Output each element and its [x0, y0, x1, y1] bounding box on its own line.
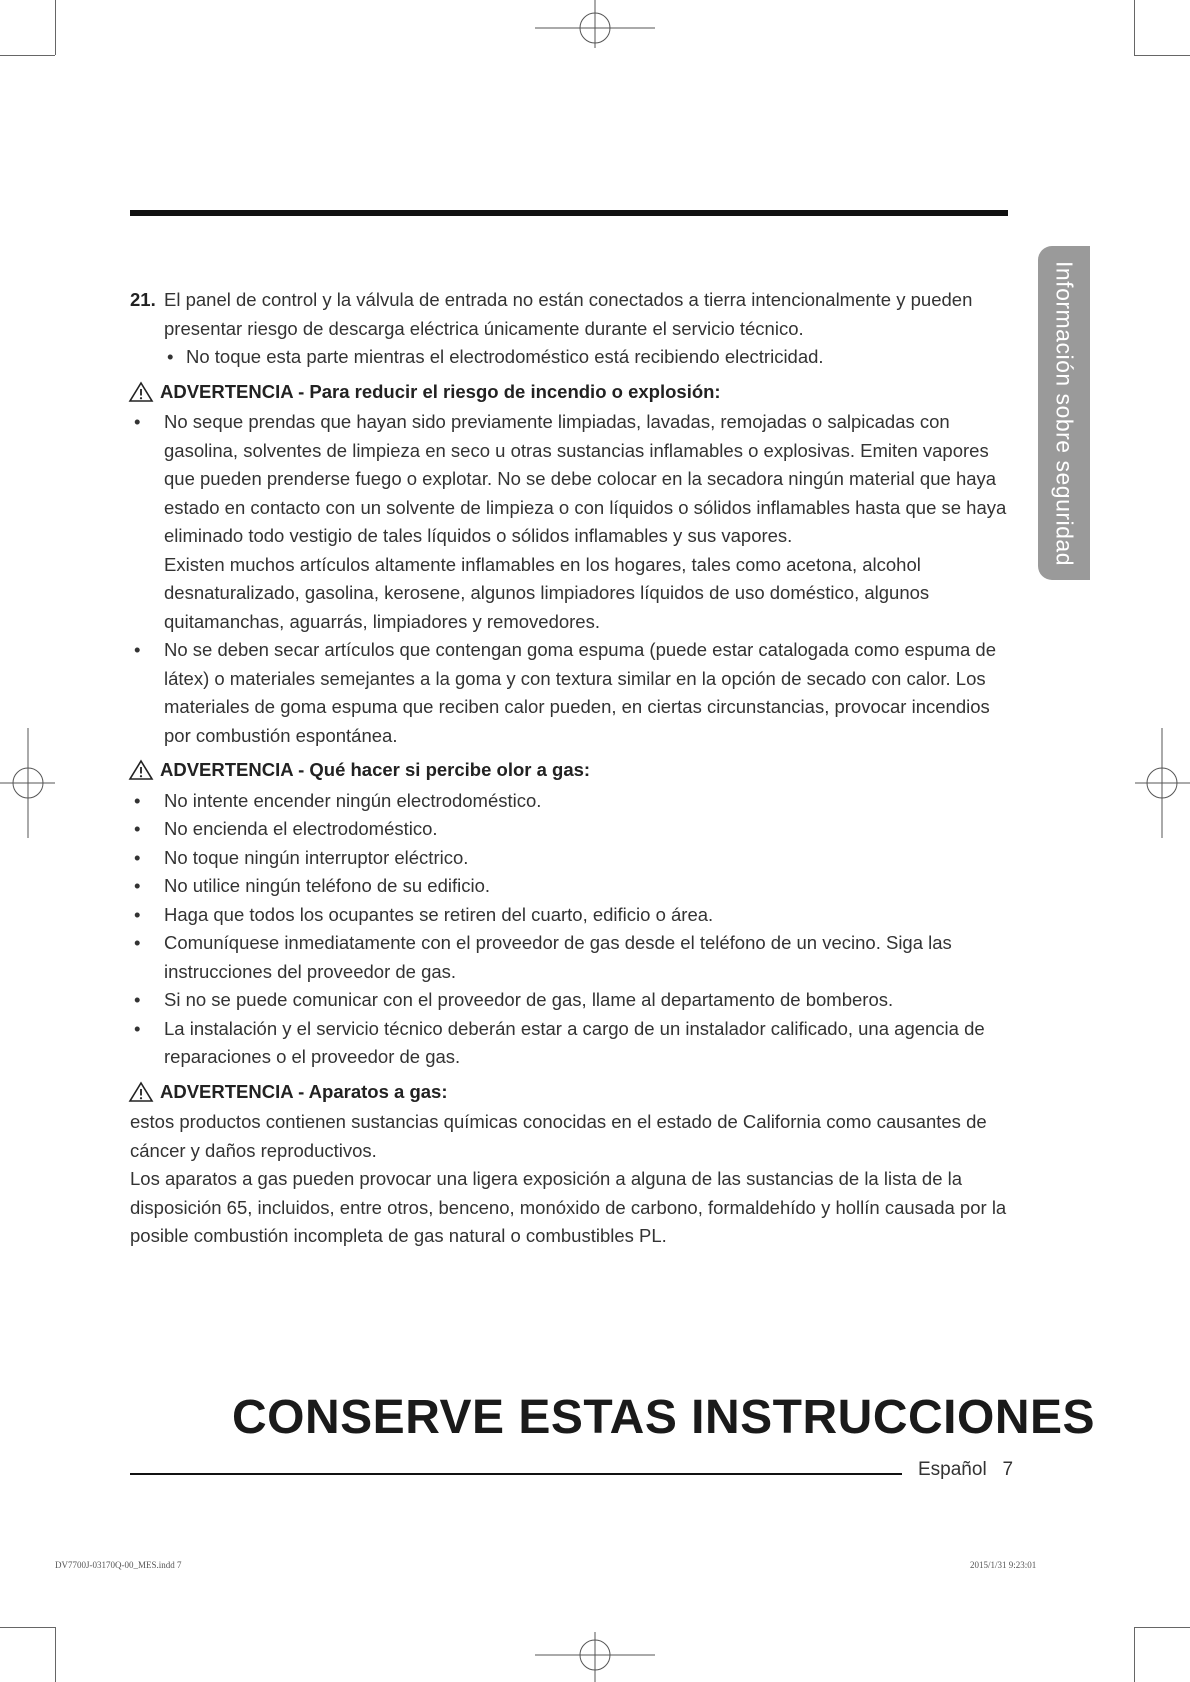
- list-item: • Comuníquese inmediatamente con el proveedor de gas desde el teléfono de un vecino. Siga las instrucciones del proveedor de gas.: [130, 929, 1010, 986]
- footer-rule: [130, 1473, 902, 1475]
- registration-mark-left-icon: [0, 728, 55, 838]
- registration-mark-bottom-icon: [535, 1627, 655, 1682]
- closing-title: CONSERVE ESTAS INSTRUCCIONES: [232, 1391, 1096, 1444]
- footer-page-label: [918, 1459, 1013, 1481]
- warning-fire-list-2: [130, 636, 1010, 750]
- list-item: • No encienda el electrodoméstico.: [130, 815, 1010, 844]
- warning-gas-odor-heading-text: ADVERTENCIA - Qué hacer si percibe olor a gas:: [160, 759, 591, 780]
- section-side-tab: [1038, 246, 1090, 580]
- warning-fire-heading: [130, 378, 1010, 407]
- list-item: • No toque ningún interruptor eléctrico.: [130, 844, 1010, 873]
- crop-mark-top-right-h: [1134, 55, 1190, 56]
- crop-mark-top-right-v: [1134, 0, 1135, 55]
- list-item: • Si no se puede comunicar con el proveedor de gas, llame al departamento de bomberos.: [130, 986, 1010, 1015]
- list-item: • No intente encender ningún electrodoméstico.: [130, 787, 1010, 816]
- registration-mark-right-icon: [1135, 728, 1190, 838]
- main-content: [130, 286, 1010, 1251]
- crop-mark-bottom-left-h: [0, 1627, 55, 1628]
- crop-mark-top-left-v: [55, 0, 56, 55]
- warning-triangle-icon: [128, 381, 154, 403]
- gas-appliance-paragraph-2: Los aparatos a gas pueden provocar una ligera exposición a alguna de las sustancias de la lista de la disposición 65, incluidos, entre otros, benceno, monóxido de carbono, formaldehído y hollín causada por la posible combustión incompleta de gas natural o combustibles PL.: [130, 1168, 1007, 1246]
- list-item: • No utilice ningún teléfono de su edificio.: [130, 872, 1010, 901]
- crop-mark-bottom-right-h: [1134, 1627, 1190, 1628]
- warning-gas-appliance-heading-text: ADVERTENCIA - Aparatos a gas:: [160, 1080, 448, 1102]
- header-rule: [130, 210, 1008, 216]
- item-sub-bullet: • No toque esta parte mientras el electrodoméstico está recibiendo electricidad.: [130, 343, 1010, 372]
- list-item: • No seque prendas que hayan sido previamente limpiadas, lavadas, remojadas o salpicadas con gasolina, solventes de limpieza en seco u otras sustancias inflamables o explosivas. Emiten vapores que pueden prenderse fuego o explotar. No se debe colocar en la secadora ningún material que haya estado en contacto con un solvente de limpieza o con líquidos o sólidos inflamables hasta que se haya eliminado todo vestigio de tales líquidos o sólidos inflamables y sus vapores.: [130, 408, 1010, 551]
- section-side-tab-label: Información sobre seguridad: [1051, 260, 1078, 566]
- registration-mark-top-icon: [535, 0, 655, 55]
- warning-triangle-icon: [128, 759, 154, 781]
- item-number: 21.: [130, 289, 156, 310]
- warning-fire-list: [130, 408, 1010, 551]
- list-item: • La instalación y el servicio técnico deberán estar a cargo de un instalador calificado, una agencia de reparaciones o el proveedor de gas.: [130, 1015, 1010, 1072]
- footer-language: Español: [918, 1459, 987, 1480]
- item-text: El panel de control y la válvula de entrada no están conectados a tierra intencionalmente y pueden presentar riesgo de descarga eléctrica únicamente durante el servicio técnico.: [164, 289, 973, 339]
- safety-item-21: [130, 286, 1010, 343]
- warning-triangle-icon: [128, 1081, 154, 1103]
- print-slug-timestamp: 2015/1/31 9:23:01: [970, 1560, 1037, 1570]
- warning-gas-appliance-heading: [130, 1078, 1010, 1107]
- gas-appliance-paragraph-1: estos productos contienen sustancias químicas conocidas en el estado de California como causantes de cáncer y daños reproductivos.: [130, 1111, 987, 1161]
- warning-gas-odor-heading: [130, 756, 1010, 785]
- page-number: 7: [1002, 1459, 1014, 1480]
- crop-mark-top-left-h: [0, 55, 55, 56]
- list-item: • No se deben secar artículos que contengan goma espuma (puede estar catalogada como espuma de látex) o materiales semejantes a la goma y con textura similar en la opción de secado con calor. Los materiales de goma espuma que reciben calor pueden, en ciertas circunstancias, provocar incendios por combustión espontánea.: [130, 636, 1010, 750]
- crop-mark-bottom-left-v: [55, 1627, 56, 1682]
- warning-fire-heading-text: ADVERTENCIA - Para reducir el riesgo de incendio o explosión:: [160, 380, 721, 402]
- crop-mark-bottom-right-v: [1134, 1627, 1135, 1682]
- print-slug-file: DV7700J-03170Q-00_MES.indd 7: [55, 1560, 182, 1570]
- list-item: • Haga que todos los ocupantes se retiren del cuarto, edificio o área.: [130, 901, 1010, 930]
- list-item-continuation: Existen muchos artículos altamente inflamables en los hogares, tales como acetona, alcohol desnaturalizado, gasolina, kerosene, algunos limpiadores líquidos de uso doméstico, algunos quitamanchas, aguarrás, limpiadores y removedores.: [164, 553, 930, 632]
- warning-gas-odor-list: [130, 787, 1010, 1072]
